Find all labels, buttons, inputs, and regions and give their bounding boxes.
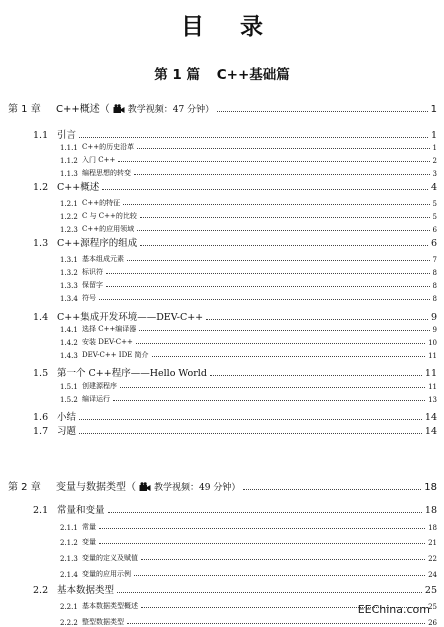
subsection-title: C 与 C++的比较 <box>82 212 137 220</box>
page-title: 目 录 <box>180 14 277 40</box>
toc-chapter-row[interactable] <box>8 100 437 115</box>
subsection-title: 保留字 <box>82 281 103 289</box>
toc-subsection-row[interactable] <box>60 267 437 277</box>
subsection-title: 编程思想的转变 <box>82 169 131 177</box>
section-title: C++源程序的组成 <box>57 238 138 249</box>
subsection-title: 选择 C++编译器 <box>82 325 137 333</box>
toc-subsection-row[interactable] <box>60 381 437 391</box>
part-name: C++基础篇 <box>216 67 290 83</box>
section-number: 2.2 <box>33 585 49 596</box>
subsection-title: DEV-C++ IDE 简介 <box>82 351 149 359</box>
video-icon <box>113 104 125 115</box>
chapter-page-number: 1 <box>430 104 437 115</box>
subsection-title: 常量 <box>82 523 96 531</box>
subsection-number: 2.1.4 <box>60 571 78 579</box>
subsection-number: 2.1.3 <box>60 555 78 563</box>
subsection-title: C++的特征 <box>82 199 121 207</box>
section-title: 常量和变量 <box>57 505 105 516</box>
subsection-number: 1.1.1 <box>60 144 78 152</box>
dot-leader <box>137 230 429 231</box>
subsection-number: 1.4.2 <box>60 339 78 347</box>
section-number: 1.4 <box>33 312 49 323</box>
page-number: 25 <box>428 603 437 611</box>
subsection-number: 2.1.1 <box>60 524 78 532</box>
section-number: 1.1 <box>33 130 49 141</box>
dot-leader <box>113 400 425 401</box>
toc-subsection-row[interactable] <box>60 198 437 208</box>
section-title: 小结 <box>57 412 77 423</box>
subsection-number: 2.2.2 <box>60 619 78 627</box>
page-number: 7 <box>432 256 437 264</box>
subsection-number: 1.4.3 <box>60 352 78 360</box>
subsection-title: 变量 <box>82 538 96 546</box>
dot-leader <box>206 319 428 320</box>
dot-leader <box>106 273 430 274</box>
toc-subsection-row[interactable] <box>60 537 437 547</box>
dot-leader <box>108 512 422 513</box>
dot-leader <box>79 419 422 420</box>
dot-leader <box>117 592 422 593</box>
toc-section-row[interactable] <box>33 127 437 141</box>
toc-subsection-row[interactable] <box>60 337 437 347</box>
dot-leader <box>127 623 425 624</box>
page-number: 18 <box>428 524 437 532</box>
page-number: 6 <box>432 226 437 234</box>
dot-leader <box>99 528 425 529</box>
section-title: 基本数据类型 <box>57 585 115 596</box>
dot-leader <box>140 217 430 218</box>
section-number: 1.7 <box>33 426 49 437</box>
subsection-number: 1.3.1 <box>60 256 78 264</box>
subsection-title: 基本组成元素 <box>82 255 124 263</box>
subsection-number: 1.1.3 <box>60 170 78 178</box>
subsection-number: 2.1.2 <box>60 539 78 547</box>
toc-subsection-row[interactable] <box>60 569 437 579</box>
chapter-number: 第 1 章 <box>8 104 41 115</box>
subsection-number: 1.2.1 <box>60 200 78 208</box>
subsection-number: 1.4.1 <box>60 326 78 334</box>
subsection-title: 创建源程序 <box>82 382 117 390</box>
page-number: 8 <box>432 269 437 277</box>
page-number: 14 <box>424 426 437 437</box>
chapter-title: 变量与数据类型（ <box>56 482 136 493</box>
page-number: 8 <box>432 282 437 290</box>
toc-section-row[interactable] <box>33 502 437 516</box>
dot-leader <box>99 543 425 544</box>
subsection-title: C++的历史沿革 <box>82 143 135 151</box>
dot-leader <box>106 286 430 287</box>
subsection-number: 1.3.3 <box>60 282 78 290</box>
subsection-number: 1.3.2 <box>60 269 78 277</box>
dot-leader <box>120 387 425 388</box>
dot-leader <box>102 189 428 190</box>
dot-leader <box>127 260 430 261</box>
toc-section-row[interactable] <box>33 365 437 379</box>
page-number: 10 <box>428 339 437 347</box>
subsection-number: 1.5.1 <box>60 383 78 391</box>
toc-subsection-row[interactable] <box>60 168 437 178</box>
page-number: 1 <box>432 144 437 152</box>
dot-leader <box>79 433 422 434</box>
dot-leader <box>137 148 429 149</box>
page-number: 18 <box>424 505 437 516</box>
section-title: C++集成开发环境——DEV-C++ <box>57 312 204 323</box>
page-number: 2 <box>432 157 437 165</box>
subsection-title: 基本数据类型概述 <box>82 602 138 610</box>
page-number: 21 <box>428 539 437 547</box>
toc-section-row[interactable] <box>33 582 437 596</box>
page-number: 13 <box>428 396 437 404</box>
dot-leader <box>134 575 425 576</box>
part-number: 第 1 篇 <box>154 67 201 83</box>
chapter-title: C++概述（ <box>56 104 110 115</box>
chapter-video-duration: 教学视频：47 分钟） <box>127 105 215 115</box>
toc-section-row[interactable] <box>33 423 437 437</box>
page-number: 5 <box>432 213 437 221</box>
dot-leader <box>118 161 429 162</box>
toc-section-row[interactable] <box>33 309 437 323</box>
part-heading <box>0 63 444 83</box>
dot-leader <box>243 489 421 490</box>
section-number: 1.5 <box>33 368 49 379</box>
chapter-video-duration: 教学视频：49 分钟） <box>154 483 241 493</box>
page-number: 26 <box>428 619 437 627</box>
dot-leader <box>99 299 430 300</box>
toc-subsection-row[interactable] <box>60 224 437 234</box>
toc-subsection-row[interactable] <box>60 211 437 221</box>
page-number: 11 <box>424 368 437 379</box>
page-number: 11 <box>428 383 437 391</box>
toc-subsection-row[interactable] <box>60 324 437 334</box>
dot-leader <box>136 343 425 344</box>
subsection-number: 1.5.2 <box>60 396 78 404</box>
dot-leader <box>134 174 430 175</box>
section-title: 习题 <box>57 426 77 437</box>
subsection-title: 编译运行 <box>82 395 110 403</box>
page-number: 3 <box>432 170 437 178</box>
page-number: 5 <box>432 200 437 208</box>
toc-subsection-row[interactable] <box>60 293 437 303</box>
dot-leader <box>217 111 428 112</box>
section-title: 第一个 C++程序——Hello World <box>57 368 207 379</box>
dot-leader <box>123 204 429 205</box>
page-number: 22 <box>428 555 437 563</box>
dot-leader <box>140 245 428 246</box>
toc-section-row[interactable] <box>33 179 437 193</box>
toc-subsection-row[interactable] <box>60 254 437 264</box>
section-number: 2.1 <box>33 505 49 516</box>
subsection-number: 1.3.4 <box>60 295 78 303</box>
page-number: 9 <box>430 312 437 323</box>
video-icon <box>139 482 151 493</box>
toc-subsection-row[interactable] <box>60 394 437 404</box>
chapter-page-number: 18 <box>424 482 437 493</box>
subsection-title: 整型数据类型 <box>82 618 124 626</box>
toc-subsection-row[interactable] <box>60 155 437 165</box>
toc-subsection-row[interactable] <box>60 553 437 563</box>
toc-subsection-row[interactable] <box>60 522 437 532</box>
dot-leader <box>210 375 422 376</box>
page-number: 11 <box>428 352 437 360</box>
section-number: 1.3 <box>33 238 49 249</box>
section-title: C++概述 <box>57 182 100 193</box>
subsection-title: 入门 C++ <box>82 156 116 164</box>
section-title: 引言 <box>57 130 77 141</box>
page-number: 24 <box>428 571 437 579</box>
page-number: 9 <box>432 326 437 334</box>
page-number: 1 <box>430 130 437 141</box>
dot-leader <box>141 559 425 560</box>
subsection-title: 安装 DEV-C++ <box>82 338 133 346</box>
page-number: 14 <box>424 412 437 423</box>
subsection-title: 变量的定义及赋值 <box>82 554 138 562</box>
toc-subsection-row[interactable] <box>60 142 437 152</box>
toc-subsection-row[interactable] <box>60 280 437 290</box>
section-number: 1.6 <box>33 412 49 423</box>
page-number: 4 <box>430 182 437 193</box>
watermark: EEChina.com <box>357 603 430 616</box>
subsection-title: 符号 <box>82 294 96 302</box>
toc-subsection-row[interactable] <box>60 350 437 360</box>
subsection-title: 变量的应用示例 <box>82 570 131 578</box>
chapter-number: 第 2 章 <box>8 482 41 493</box>
section-number: 1.2 <box>33 182 49 193</box>
page-number: 8 <box>432 295 437 303</box>
subsection-number: 2.2.1 <box>60 603 78 611</box>
subsection-number: 1.2.2 <box>60 213 78 221</box>
page-number: 25 <box>424 585 437 596</box>
dot-leader <box>79 137 428 138</box>
toc-section-row[interactable] <box>33 409 437 423</box>
subsection-title: 标识符 <box>82 268 103 276</box>
subsection-title: C++的应用领域 <box>82 225 135 233</box>
toc-chapter-row[interactable] <box>8 478 437 493</box>
page-number: 6 <box>430 238 437 249</box>
dot-leader <box>152 356 426 357</box>
toc-section-row[interactable] <box>33 235 437 249</box>
subsection-number: 1.2.3 <box>60 226 78 234</box>
dot-leader <box>139 330 429 331</box>
subsection-number: 1.1.2 <box>60 157 78 165</box>
